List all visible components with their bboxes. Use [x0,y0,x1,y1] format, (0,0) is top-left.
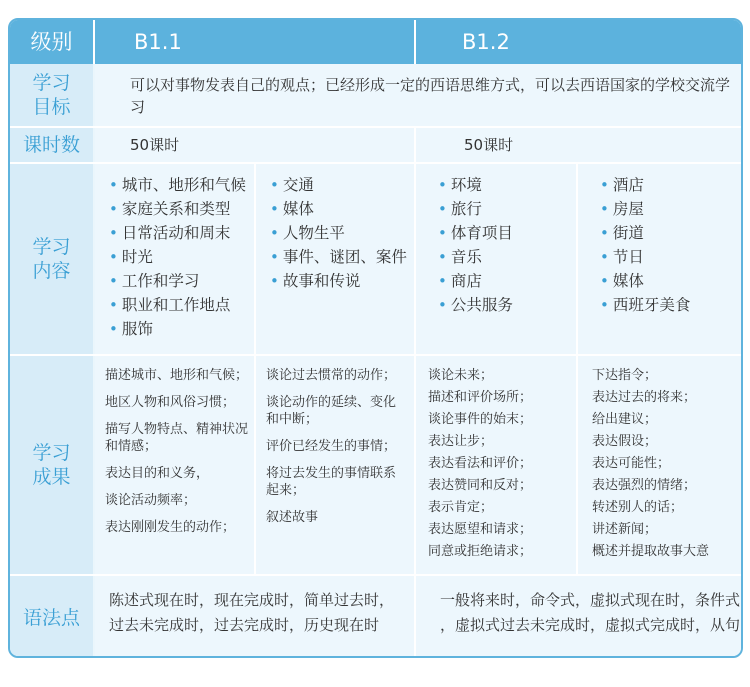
list-item: 表达目的和义务， [105,466,210,481]
list-item: • 媒体 [270,197,414,221]
list-item: • 旅行 [438,197,576,221]
content-b11-b-list [270,173,414,293]
list-item: 表达赞同和反对； [428,478,533,493]
outcomes-b12-a-cell [416,356,576,574]
row-label-content [10,164,93,354]
header-level-label: 级别 [30,30,73,54]
list-item: • 体育项目 [438,221,576,245]
row-label-hours-text: 课时数 [22,134,80,156]
list-item: • 事件、谜团、案件 [270,245,414,269]
header-divider [414,20,416,64]
list-item: 叙述故事 [266,510,319,525]
list-item: 谈论未来； [428,368,494,383]
list-item: • 职业和工作地点 [109,293,254,317]
list-item: • 家庭关系和类型 [109,197,254,221]
list-item: • 街道 [600,221,743,245]
outcomes-b11-a-cell [95,356,254,574]
row-label-goal [10,64,93,126]
row-label-content-text: 学习 内容 [32,236,71,282]
list-item: • 时光 [109,245,254,269]
row-label-outcomes [10,356,93,574]
list-item: • 酒店 [600,173,743,197]
row-label-grammar [10,576,93,658]
row-label-outcomes-text: 学习 成果 [32,442,71,488]
list-item: • 交通 [270,173,414,197]
list-item: 表达过去的将来； [592,390,697,405]
list-item: 表达让步； [428,434,494,449]
list-item: • 工作和学习 [109,269,254,293]
grammar-b12-line2: ，虚拟式过去未完成时，虚拟式完成时，从句 [440,616,741,634]
content-b11-b-cell [256,164,414,354]
list-item: • 节日 [600,245,743,269]
list-item: • 故事和传说 [270,269,414,293]
list-item: 谈论动作的延续、变化和中断； [266,395,397,427]
header-divider [93,20,95,64]
list-item: 讲述新闻； [592,522,658,537]
list-item: 转述别人的话； [592,500,684,515]
list-item: • 房屋 [600,197,743,221]
outcomes-b11-b-cell [256,356,414,574]
list-item: • 音乐 [438,245,576,269]
list-item: • 公共服务 [438,293,576,317]
list-item: • 商店 [438,269,576,293]
list-item: 谈论过去惯常的动作； [266,368,397,383]
grammar-b12-line1: 一般将来时，命令式，虚拟式现在时，条件式 [440,591,741,609]
list-item: • 城市、地形和气候 [109,173,254,197]
list-item: 将过去发生的事情联系起来； [266,466,397,498]
grammar-b11: 陈述式现在时，现在完成时，简单过去时，过去未完成时，过去完成时，历史现在时 [109,591,395,634]
hours-b12: 50课时 [464,136,514,154]
list-item: 表达刚刚发生的动作； [105,520,236,535]
content-b11-a-cell [95,164,254,354]
list-item: • 媒体 [600,269,743,293]
list-item: 表示肯定； [428,500,494,515]
outcomes-b12-b-list [592,367,739,560]
content-b12-b-list [600,173,743,317]
hours-b11-cell [95,128,414,162]
row-label-grammar-text: 语法点 [22,607,80,629]
content-b12-a-cell [416,164,576,354]
header-b12: B1.2 [462,30,510,54]
list-item: 概述并提取故事大意 [592,544,710,559]
row-label-goal-text: 学习 目标 [32,72,71,118]
content-b12-a-list [438,173,576,317]
list-item: 描述和评价场所； [428,390,533,405]
grammar-b12-cell [416,576,743,658]
list-item: 同意或拒绝请求； [428,544,533,559]
outcomes-b11-a-list [105,367,248,536]
content-b12-b-cell [578,164,743,354]
list-item: 表达强烈的情绪； [592,478,697,493]
list-item: • 西班牙美食 [600,293,743,317]
list-item: • 日常活动和周末 [109,221,254,245]
list-item: • 人物生平 [270,221,414,245]
list-item: 表达看法和评价； [428,456,533,471]
grammar-b11-cell [95,576,414,658]
list-item: • 服饰 [109,317,254,341]
list-item: 谈论事件的始末； [428,412,533,427]
list-item: 给出建议； [592,412,658,427]
list-item: 描述城市、地形和气候； [105,368,249,383]
list-item: 谈论活动频率； [105,493,197,508]
goal-text: 可以对事物发表自己的观点；已经形成一定的西语思维方式，可以去西语国家的学校交流学习 [130,76,731,116]
list-item: 表达假设； [592,434,658,449]
list-item: 表达愿望和请求； [428,522,533,537]
outcomes-b12-a-list [428,367,572,560]
list-item: 描写人物特点、精神状况和情感； [105,422,249,454]
header-b11: B1.1 [134,30,182,54]
table-header [10,20,741,64]
outcomes-b11-b-list [266,367,406,526]
row-label-hours [10,128,93,162]
list-item: 表达可能性； [592,456,671,471]
outcomes-b12-b-cell [578,356,743,574]
list-item: 下达指令； [592,368,658,383]
curriculum-table [8,18,743,658]
hours-b11: 50课时 [130,136,180,154]
list-item: • 环境 [438,173,576,197]
list-item: 地区人物和风俗习惯； [105,395,236,410]
goal-cell [95,64,743,126]
list-item: 评价已经发生的事情； [266,439,397,454]
content-b11-a-list [109,173,254,341]
hours-b12-cell [416,128,743,162]
